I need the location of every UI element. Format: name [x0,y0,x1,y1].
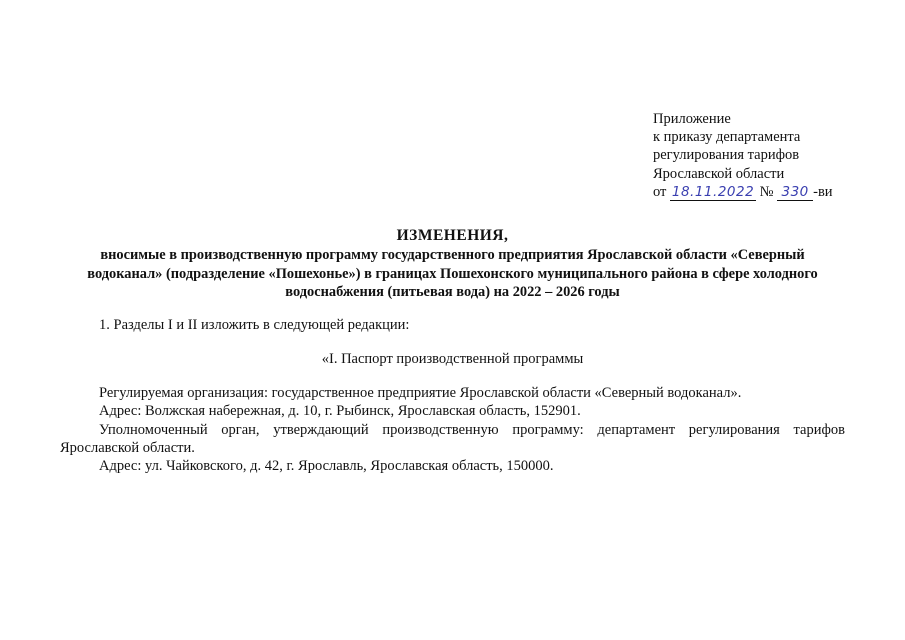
date-prefix: от [653,183,667,200]
annex-block [653,110,833,201]
subtitle-line-2: водоканал» (подразделение «Пошехонье») в границах Пошехонского муниципального района в сфере холодного [87,265,818,282]
order-number-field [777,185,813,201]
order-date-handwritten: 18.11.2022 [671,183,755,200]
annex-line-1: Приложение [653,111,731,127]
document-title: ИЗМЕНЕНИЯ, [396,227,509,244]
number-suffix: -ви [813,183,833,200]
subtitle-line-1: вносимые в производственную программу государственного предприятия Ярославской области «Северный [100,247,805,263]
item-1-paragraph: 1. Разделы I и II изложить в следующей редакции: [99,317,410,333]
authorized-body-line-2: Ярославской области. [60,440,195,456]
annex-line-3: регулирования тарифов [653,147,800,164]
annex-line-4: Ярославской области [653,165,785,182]
order-number-handwritten: 330 [781,183,809,200]
subtitle-line-3: водоснабжения (питьевая вода) на 2022 – 2026 годы [285,284,620,300]
organization-address: Адрес: Волжская набережная, д. 10, г. Рыбинск, Ярославская область, 152901. [99,403,581,419]
document-subtitle [60,246,845,302]
number-sign: № [759,183,774,200]
annex-date-line [653,183,833,201]
annex-line-2: к приказу департамента [653,129,801,146]
section-heading: «I. Паспорт производственной программы [321,351,584,367]
authorized-body-line-1: Уполномоченный орган, утверждающий производственную программу: департамент регулирования тарифов [99,422,845,438]
order-date-field [670,185,756,201]
authorized-body-address: Адрес: ул. Чайковского, д. 42, г. Ярославль, Ярославская область, 150000. [99,458,554,474]
regulated-organization: Регулируемая организация: государственное предприятие Ярославской области «Северный водоканал». [99,385,742,401]
